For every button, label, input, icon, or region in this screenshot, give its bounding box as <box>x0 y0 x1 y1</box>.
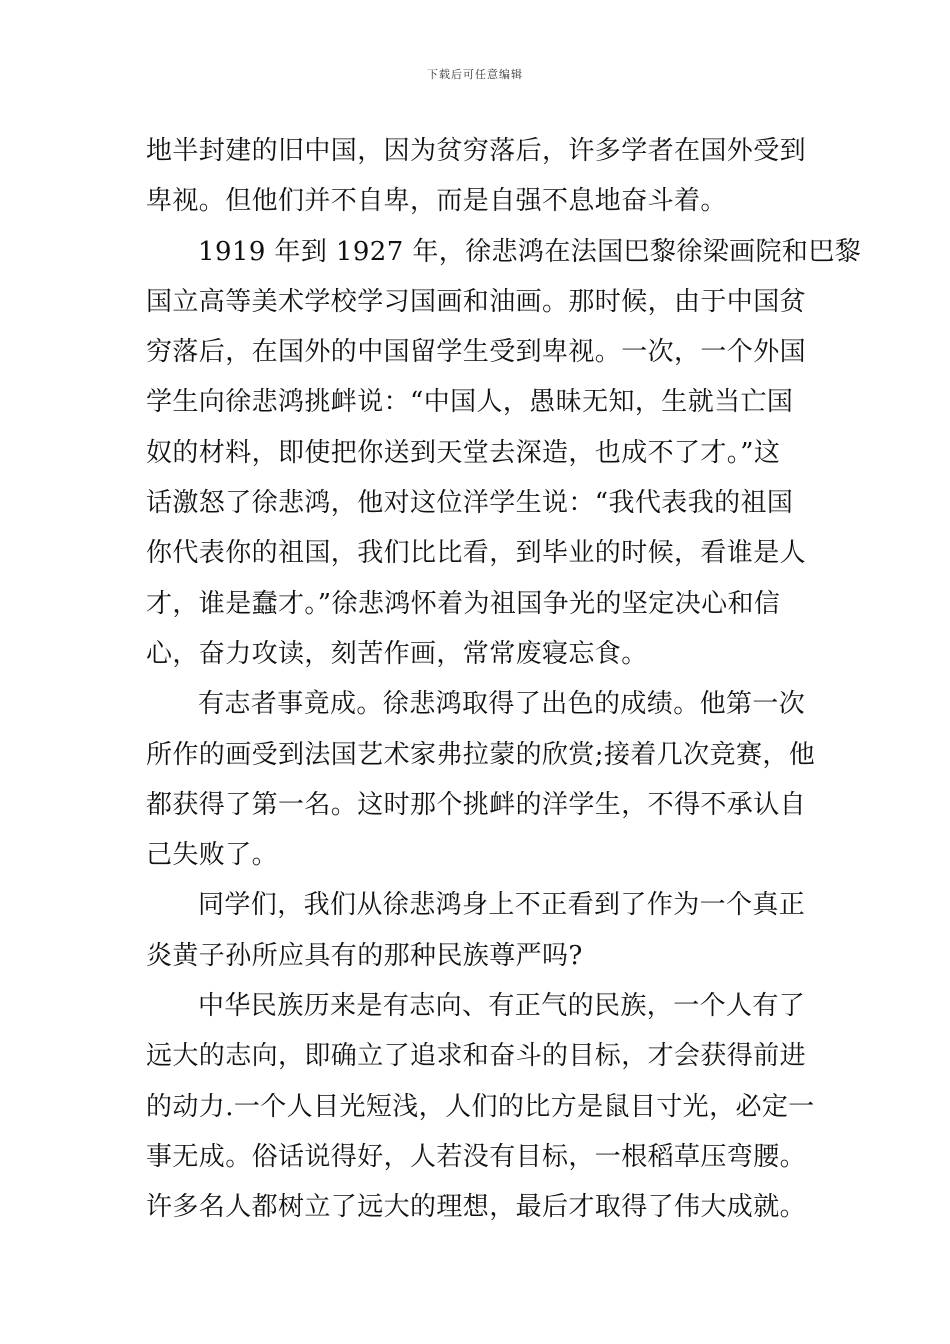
text-line-16: 同学们，我们从徐悲鸿身上不正看到了作为一个真正 <box>198 890 806 921</box>
text-line-1: 地半封建的旧中国，因为贫穷落后，许多学者在国外受到 <box>146 136 807 166</box>
text-line-14: 都获得了第一名。这时那个挑衅的洋学生，不得不承认自 <box>146 789 807 820</box>
page-body <box>146 126 862 1233</box>
text-line-15: 己失败了。 <box>146 840 279 871</box>
text-line-12: 有志者事竟成。徐悲鸿取得了出色的成绩。他第一次 <box>198 689 806 720</box>
text-line-18: 中华民族历来是有志向、有正气的民族，一个人有了 <box>198 991 806 1022</box>
text-line-10: 才，谁是蠢才。”徐悲鸿怀着为祖国争光的坚定决心和信 <box>146 588 781 619</box>
text-line-7: 奴的材料，即使把你送到天堂去深造，也成不了才。”这 <box>146 437 781 468</box>
text-line-21: 事无成。俗话说得好，人若没有目标，一根稻草压弯腰。 <box>146 1141 807 1172</box>
header-note: 下载后可任意编辑 <box>427 68 523 81</box>
text-line-19: 远大的志向，即确立了追求和奋斗的目标，才会获得前进 <box>146 1041 807 1072</box>
text-line-13: 所作的画受到法国艺术家弗拉蒙的欣赏;接着几次竞赛，他 <box>146 739 816 770</box>
text-line-4: 国立高等美术学校学习国画和油画。那时候，由于中国贫 <box>146 286 807 317</box>
text-line-5: 穷落后，在国外的中国留学生受到卑视。一次，一个外国 <box>146 337 807 368</box>
text-line-20: 的动力.一个人目光短浅，人们的比方是鼠目寸光，必定一 <box>146 1091 815 1122</box>
text-line-6: 学生向徐悲鸿挑衅说：“中国人，愚昧无知，生就当亡国 <box>146 387 794 418</box>
text-line-11: 心，奋力攻读，刻苦作画，常常废寝忘食。 <box>146 638 648 669</box>
text-line-3: 1919 年到 1927 年，徐悲鸿在法国巴黎徐梁画院和巴黎 <box>198 236 862 267</box>
text-line-8: 话激怒了徐悲鸿，他对这位洋学生说：“我代表我的祖国 <box>146 488 794 519</box>
text-line-22: 许多名人都树立了远大的理想，最后才取得了伟大成就。 <box>146 1192 807 1223</box>
text-line-17: 炎黄子孙所应具有的那种民族尊严吗? <box>146 940 583 971</box>
text-line-9: 你代表你的祖国，我们比比看，到毕业的时候，看谁是人 <box>146 538 807 569</box>
text-line-2: 卑视。但他们并不自卑，而是自强不息地奋斗着。 <box>146 186 727 217</box>
